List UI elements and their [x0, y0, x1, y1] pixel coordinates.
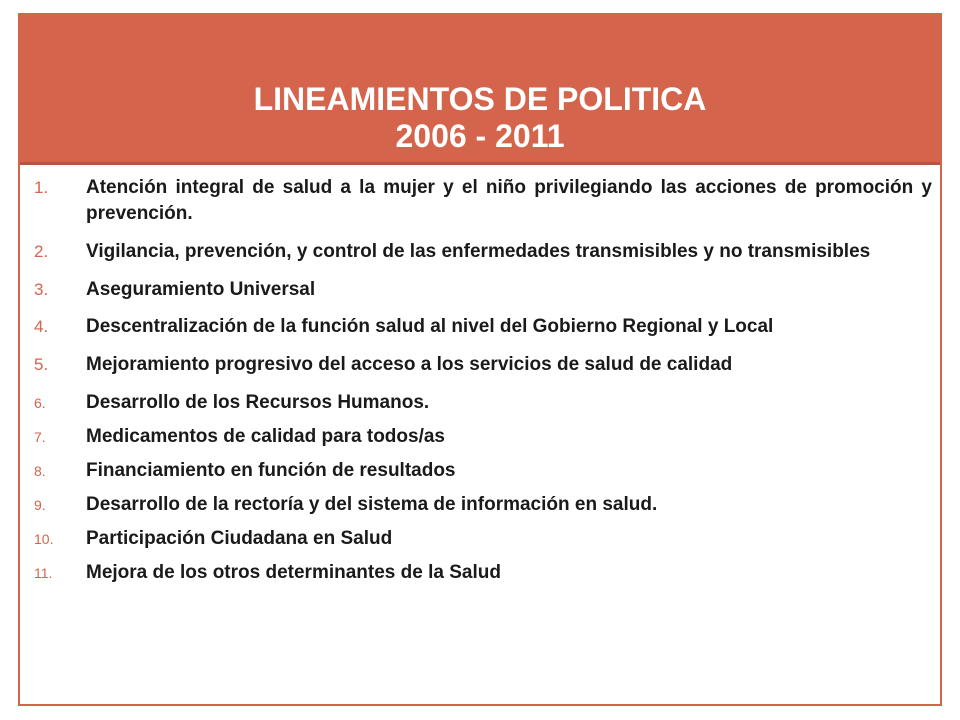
list-item — [34, 492, 932, 518]
title-line-1: LINEAMIENTOS DE POLITICA — [253, 81, 707, 117]
item-text: Descentralización de la función salud al nivel del Gobierno Regional y Local — [86, 316, 774, 337]
list-item — [34, 458, 932, 484]
item-number: 4. — [34, 317, 49, 336]
list-item — [34, 352, 932, 378]
list-item — [34, 314, 932, 340]
list-item — [34, 560, 932, 586]
item-text: Mejora de los otros determinantes de la Salud — [86, 562, 501, 583]
item-number: 11. — [34, 565, 53, 581]
item-text: Participación Ciudadana en Salud — [86, 528, 393, 549]
item-number: 10. — [34, 531, 54, 547]
list-item — [34, 390, 932, 416]
item-text: Aseguramiento Universal — [86, 279, 316, 300]
policy-list — [34, 175, 932, 586]
list-item — [34, 239, 932, 265]
item-text: Atención integral de salud a la mujer y el niño privilegiando las acciones de promoción y prevención. — [86, 177, 932, 224]
item-text: Mejoramiento progresivo del acceso a los servicios de salud de calidad — [86, 354, 733, 375]
item-number: 1. — [34, 178, 49, 197]
item-number: 3. — [34, 280, 49, 299]
item-text: Medicamentos de calidad para todos/as — [86, 426, 445, 447]
item-text: Desarrollo de los Recursos Humanos. — [86, 392, 430, 413]
item-number: 6. — [34, 395, 46, 411]
item-text: Desarrollo de la rectoría y del sistema de información en salud. — [86, 494, 658, 515]
list-item — [34, 277, 932, 303]
list-item — [34, 526, 932, 552]
item-number: 2. — [34, 242, 49, 261]
item-text: Financiamiento en función de resultados — [86, 460, 456, 481]
slide-title — [20, 81, 940, 155]
item-text: Vigilancia, prevención, y control de las enfermedades transmisibles y no transmisibles — [86, 241, 871, 262]
slide-frame — [18, 13, 942, 706]
title-banner — [20, 15, 940, 165]
list-item — [34, 424, 932, 450]
item-number: 7. — [34, 429, 46, 445]
item-number: 9. — [34, 497, 46, 513]
list-item — [34, 175, 932, 227]
item-number: 5. — [34, 355, 49, 374]
item-number: 8. — [34, 463, 46, 479]
title-line-2: 2006 - 2011 — [395, 118, 565, 154]
